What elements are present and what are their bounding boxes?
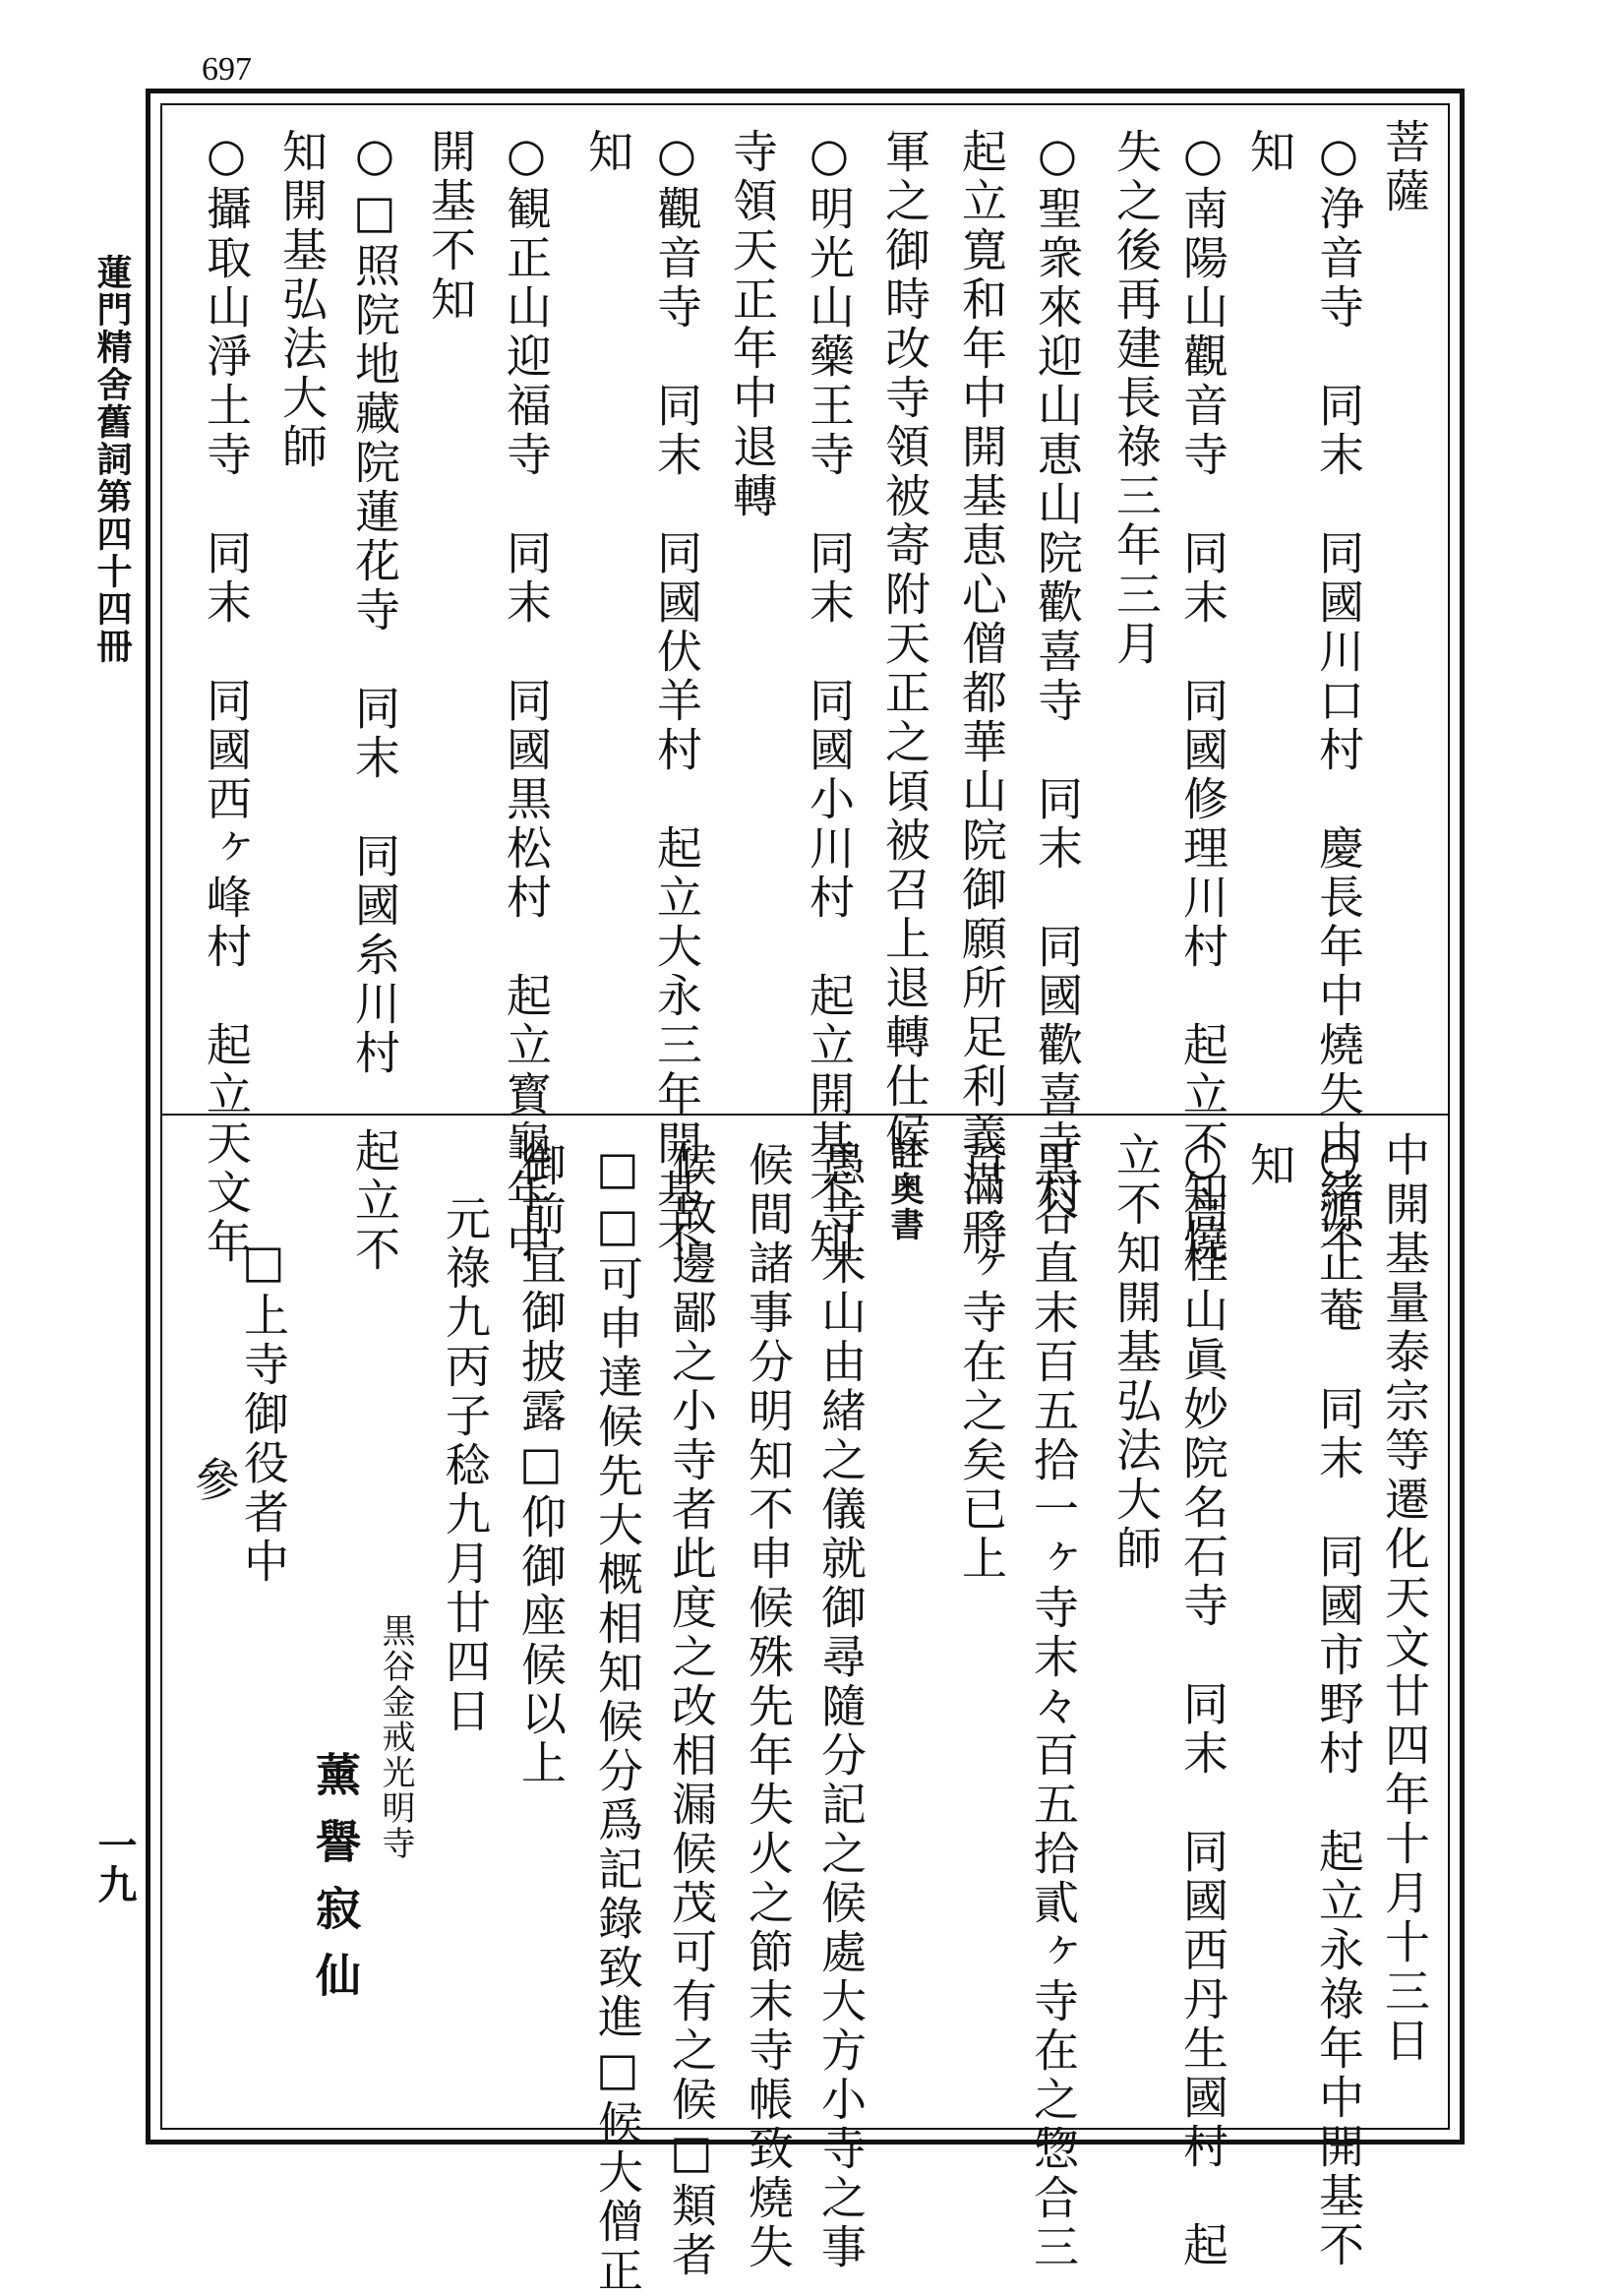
lower-column-9: 愚寺末山由緒之儀就御尋隨分記之候處大方小寺之事 xyxy=(814,1141,868,2272)
upper-column-7: 起立寛和年中開基恵心僧都華山院御願所足利義滿將 xyxy=(955,128,1008,1259)
lower-column-18: 參 xyxy=(188,1456,241,1505)
upper-column-6: ○聖衆來迎山恵山院歡喜寺 同末 同國歡喜寺村 xyxy=(1031,128,1084,1218)
lower-column-10: 候間諸事分明知不申候殊先年失火之節末寺帳致燒失 xyxy=(742,1141,795,2272)
upper-column-2: ○浄音寺 同末 同國川口村 慶長年中燒失由緒不 xyxy=(1312,128,1365,1267)
upper-column-9: ○明光山藥王寺 同末 同國小川村 起立開基不知 xyxy=(803,128,856,1267)
lower-column-16-signature: 薰譽寂仙 xyxy=(309,1751,362,2019)
lower-column-7: 百三ヶ寺在之矣已上 xyxy=(955,1141,1008,1584)
lower-column-12: □□可申達候先大概相知候分爲記錄致進□候大僧正 xyxy=(591,1141,644,2296)
lower-column-17-addressee: □上寺御役者中 xyxy=(237,1235,290,1587)
upper-column-1: 菩薩 xyxy=(1378,118,1431,216)
upper-column-8: 軍之御時改寺領被寄附天正之頃被召上退轉仕候 xyxy=(878,128,931,1161)
lower-column-8-heading: 註奥書 xyxy=(884,1136,924,1242)
upper-column-10: 寺領天正年中退轉 xyxy=(726,128,779,521)
upper-column-11: ○觀音寺 同末 同國伏羊村 起立大永三年開基不 xyxy=(650,128,703,1267)
upper-column-3: 知 xyxy=(1243,128,1296,177)
lower-column-4: ○高桂山眞妙院名石寺 同末 同國西丹生國村 起 xyxy=(1176,1131,1229,2270)
upper-column-5: 失之後再建長祿三年三月 xyxy=(1109,128,1163,669)
lower-column-13: 御前宜御披露□仰御座候以上 xyxy=(514,1141,568,1788)
upper-column-15: ○□照院地藏院蓮花寺 同末 同國糸川村 起立不 xyxy=(348,128,401,1275)
page-number: 697 xyxy=(202,51,252,88)
upper-column-13: ○観正山迎福寺 同末 同國黒松村 起立寳龜年中 xyxy=(500,128,553,1267)
lower-column-3: 知 xyxy=(1243,1141,1296,1190)
lower-column-6: 黒谷直末百五拾一ヶ寺末々百五拾貳ヶ寺在之惣合三 xyxy=(1027,1141,1080,2272)
margin-book-title: 蓮門精舍舊詞第四十四冊 xyxy=(91,254,133,665)
lower-column-5: 立不知開基弘法大師 xyxy=(1109,1131,1163,1574)
upper-column-16: 知開基弘法大師 xyxy=(275,128,329,472)
upper-column-17: ○攝取山淨土寺 同末 同國西ヶ峰村 起立天文年 xyxy=(200,128,253,1267)
upper-column-4: ○南陽山觀音寺 同末 同國修理川村 起立不知燒 xyxy=(1176,128,1229,1267)
upper-column-12: 知 xyxy=(581,128,634,177)
margin-page-number: 一九 xyxy=(91,1825,138,1903)
upper-column-14: 開基不知 xyxy=(424,128,477,325)
lower-column-1: 中開基量泰宗等遷化天文廿四年十月十三日 xyxy=(1378,1131,1431,2066)
lower-column-14-date: 元祿九丙子稔九月廿四日 xyxy=(439,1195,492,1736)
lower-column-2: ○源正菴 同末 同國市野村 起立永祿年中開基不 xyxy=(1312,1131,1365,2270)
lower-column-11: 候故邊鄙之小寺者此度之改相漏候茂可有之候□類者 xyxy=(665,1141,718,2280)
lower-column-15-temple: 黒谷金戒光明寺 xyxy=(376,1613,415,1861)
